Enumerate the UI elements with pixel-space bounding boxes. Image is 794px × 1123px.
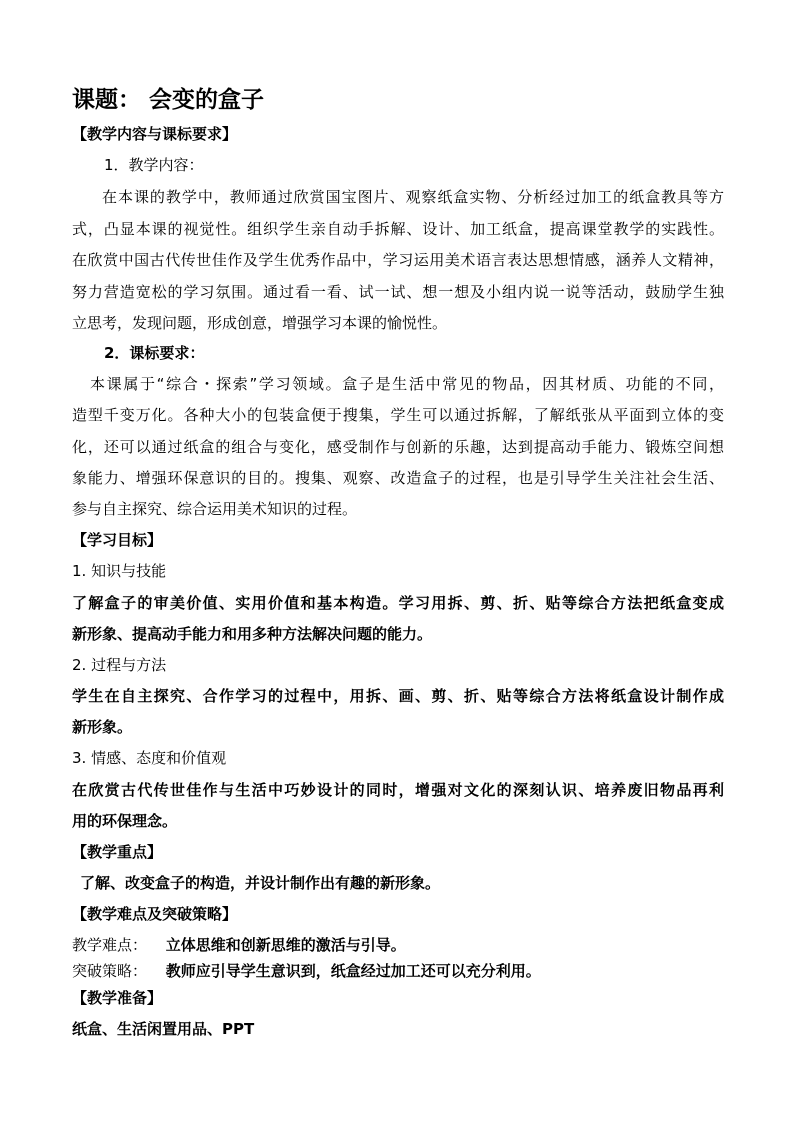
standard-subtitle: 2．课标要求： bbox=[104, 344, 205, 362]
document-title: 课题： 会变的盒子 bbox=[72, 87, 265, 113]
content-line-3: 在欣赏中国古代传世佳作及学生优秀作品中，学习运用美术语言表达思想情感，涵养人文精神， bbox=[72, 251, 724, 269]
content-line-4: 努力营造宽松的学习氛围。通过看一看、试一试、想一想及小组内说一说等活动，鼓励学生独 bbox=[72, 283, 724, 301]
content-subtitle: 1．教学内容： bbox=[104, 156, 204, 174]
objective-2-line-1: 学生在自主探究、合作学习的过程中，用拆、画、剪、折、贴等综合方法将纸盒设计制作成 bbox=[72, 687, 724, 705]
standard-line-1: 本课属于“综合・探索”学习领域。盒子是生活中常见的物品，因其材质、功能的不同， bbox=[90, 375, 724, 393]
objective-1-title: 1. 知识与技能 bbox=[72, 562, 167, 580]
difficulty-row bbox=[72, 935, 724, 955]
objective-3-title: 3. 情感、态度和价值观 bbox=[72, 749, 227, 767]
objective-2-title: 2. 过程与方法 bbox=[72, 656, 167, 674]
difficulty-text: 立体思维和创新思维的激活与引导。 bbox=[165, 936, 406, 954]
objective-3-line-2: 用的环保理念。 bbox=[72, 812, 178, 830]
content-line-5: 立思考，发现问题，形成创意，增强学习本课的愉悦性。 bbox=[72, 314, 448, 332]
standard-line-5: 参与自主探究、综合运用美术知识的过程。 bbox=[72, 500, 358, 518]
standard-line-2: 造型千变万化。各种大小的包装盒便于搜集，学生可以通过拆解，了解纸张从平面到立体的变 bbox=[72, 406, 724, 424]
content-line-1: 在本课的教学中，教师通过欣赏国宝图片、观察纸盒实物、分析经过加工的纸盒教具等方 bbox=[102, 188, 724, 206]
preparation-text: 纸盒、生活闲置用品、PPT bbox=[72, 1020, 255, 1038]
difficulty-header: 【教学难点及突破策略】 bbox=[72, 905, 238, 923]
standard-line-3: 化，还可以通过纸盒的组合与变化，感受制作与创新的乐趣，达到提高动手能力、锻炼空间想 bbox=[72, 438, 724, 456]
key-points-header: 【教学重点】 bbox=[72, 843, 163, 861]
objective-2-line-2: 新形象。 bbox=[72, 718, 133, 736]
content-line-2: 式，凸显本课的视觉性。组织学生亲自动手拆解、设计、加工纸盒，提高课堂教学的实践性。 bbox=[72, 220, 724, 238]
objective-1-line-2: 新形象、提高动手能力和用多种方法解决问题的能力。 bbox=[72, 625, 433, 643]
strategy-label: 突破策略： bbox=[72, 962, 148, 980]
objectives-header: 【学习目标】 bbox=[72, 531, 163, 549]
objective-1-line-1: 了解盒子的审美价值、实用价值和基本构造。学习用拆、剪、折、贴等综合方法把纸盒变成 bbox=[72, 594, 724, 612]
key-points-text: 了解、改变盒子的构造，并设计制作出有趣的新形象。 bbox=[80, 874, 441, 892]
standard-line-4: 象能力、增强环保意识的目的。搜集、观察、改造盒子的过程，也是引导学生关注社会生活、 bbox=[72, 469, 724, 487]
objective-3-line-1: 在欣赏古代传世佳作与生活中巧妙设计的同时，增强对文化的深刻认识、培养废旧物品再利 bbox=[72, 781, 724, 799]
strategy-row bbox=[72, 961, 724, 981]
teaching-content-header: 【教学内容与课标要求】 bbox=[72, 125, 238, 143]
preparation-header: 【教学准备】 bbox=[72, 989, 163, 1007]
difficulty-label: 教学难点： bbox=[72, 936, 148, 954]
strategy-text: 教师应引导学生意识到，纸盒经过加工还可以充分利用。 bbox=[165, 962, 541, 980]
